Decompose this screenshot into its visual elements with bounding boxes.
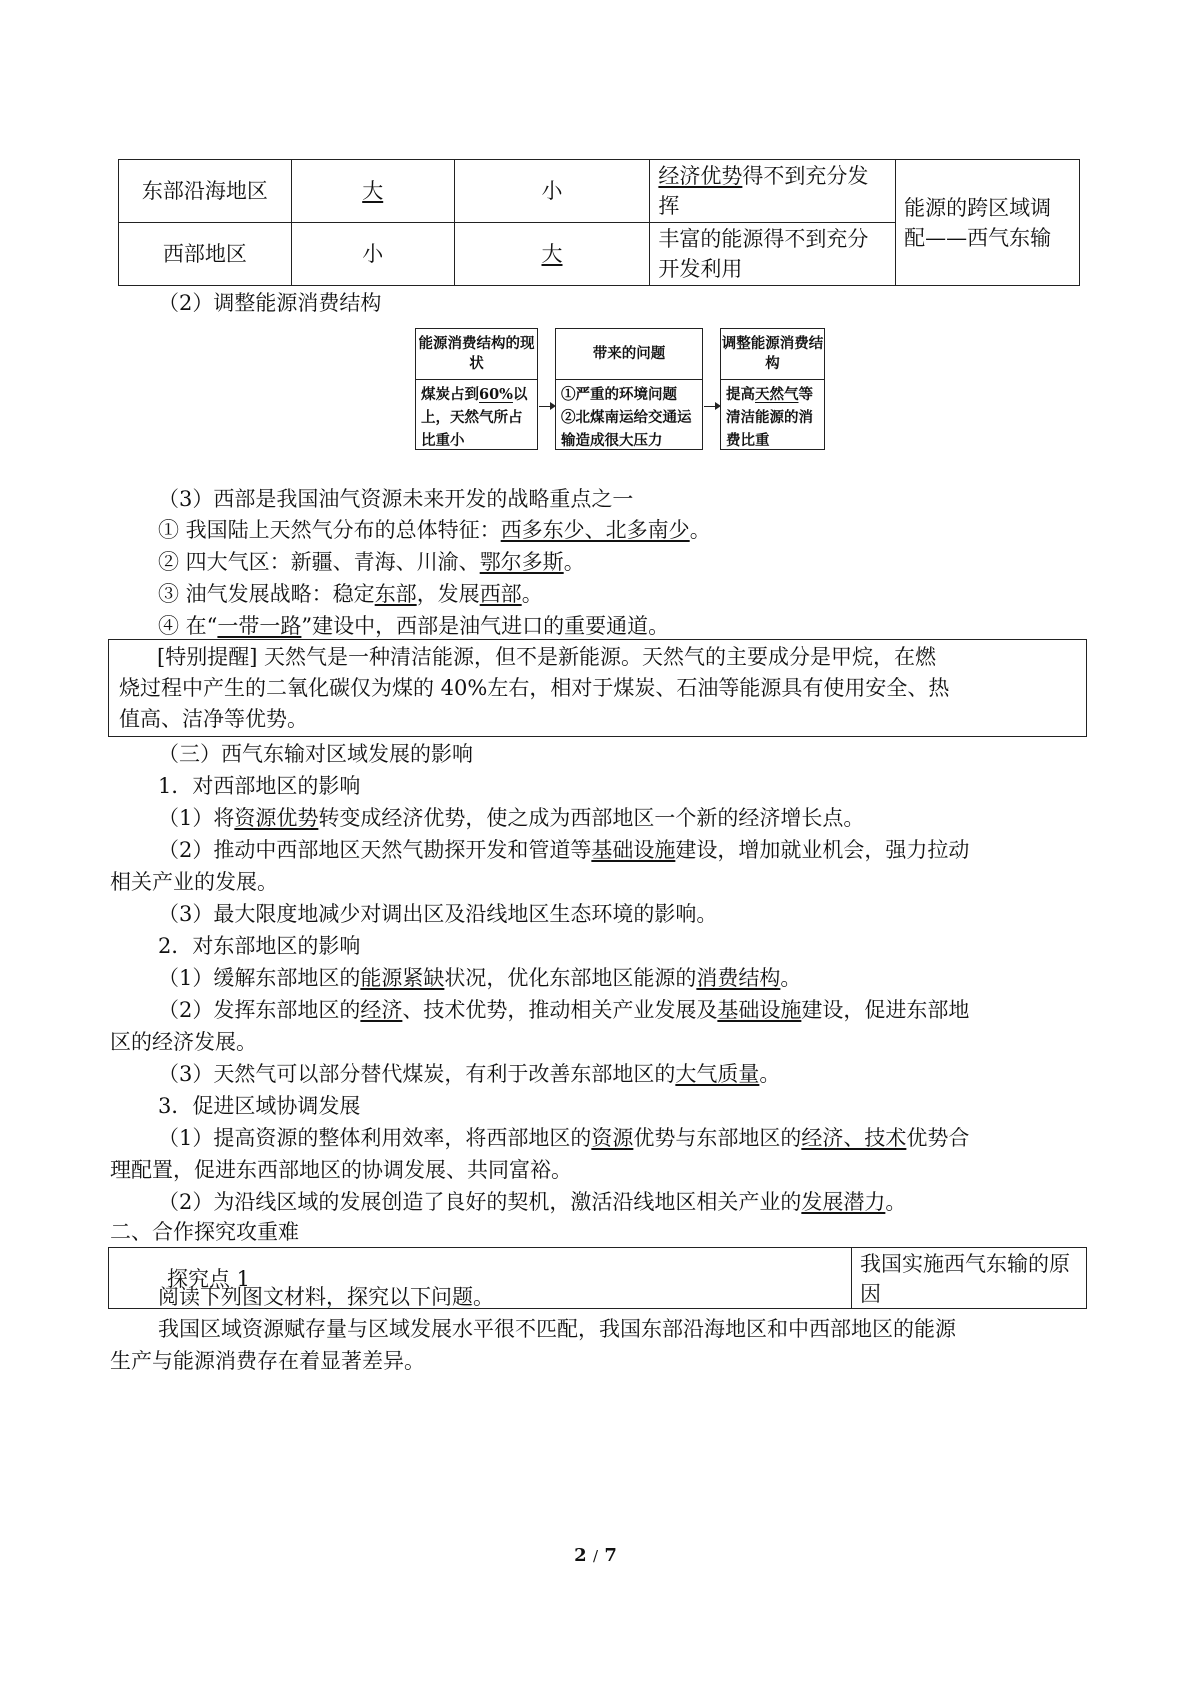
paragraph: （1）提高资源的整体利用效率，将西部地区的资源优势与东部地区的经济、技术优势合 (158, 1126, 970, 1150)
list-item: ④ 在“一带一路”建设中，西部是油气进口的重要通道。 (158, 614, 670, 638)
problem-cell: 经济优势得不到充分发挥 (650, 160, 896, 223)
paragraph: （2）为沿线区域的发展创造了良好的契机，激活沿线地区相关产业的发展潜力。 (158, 1190, 907, 1214)
region-cell: 西部地区 (119, 223, 292, 286)
section-heading: （3）西部是我国油气资源未来开发的战略重点之一 (158, 487, 634, 511)
subsection-heading: 1．对西部地区的影响 (158, 774, 361, 798)
part-heading: 二、合作探究攻重难 (110, 1220, 299, 1244)
paragraph-continued: 理配置，促进东西部地区的协调发展、共同富裕。 (110, 1158, 572, 1182)
section-heading: （2）调整能源消费结构 (158, 291, 382, 315)
problem-cell: 丰富的能源得不到充分开发利用 (650, 223, 896, 286)
arrow-icon (539, 406, 554, 407)
flow-box-adjustment: 调整能源消费结构 提高天然气等清洁能源的消费比重 (720, 328, 825, 450)
flow-box-status: 能源消费结构的现状 煤炭占到60%以上，天然气所占比重小 (415, 328, 538, 450)
special-note-box: [特别提醒] 天然气是一种清洁能源，但不是新能源。天然气的主要成分是甲烷，在燃 烧过程中产生的二氧化碳仅为煤的 40%左右，相对于煤炭、石油等能源具有使用安全、热 值高、洁净等优势。 (108, 639, 1087, 737)
arrow-icon (704, 406, 719, 407)
paragraph: （1）缓解东部地区的能源紧缺状况，优化东部地区能源的消费结构。 (158, 966, 802, 990)
paragraph: （2）发挥东部地区的经济、技术优势，推动相关产业发展及基础设施建设，促进东部地 (158, 998, 970, 1022)
paragraph: 我国区域资源赋存量与区域发展水平很不匹配，我国东部沿海地区和中西部地区的能源 (158, 1317, 956, 1341)
list-item: ① 我国陆上天然气分布的总体特征：西多东少、北多南少。 (158, 518, 711, 542)
paragraph: 阅读下列图文材料，探究以下问题。 (158, 1285, 494, 1309)
subsection-heading: 2．对东部地区的影响 (158, 934, 361, 958)
probe-topic: 我国实施西气东输的原因 (852, 1248, 1087, 1309)
section-heading: （三）西气东输对区域发展的影响 (158, 742, 473, 766)
consumption-value: 大 (541, 242, 563, 266)
production-value: 大 (362, 179, 384, 203)
solution-cell: 能源的跨区域调配——西气东输 (896, 160, 1080, 286)
subsection-heading: 3．促进区域协调发展 (158, 1094, 361, 1118)
consumption-value: 小 (454, 160, 650, 223)
probe-label: 探究点 1 (109, 1248, 852, 1309)
list-item: ③ 油气发展战略：稳定东部，发展西部。 (158, 582, 543, 606)
paragraph-continued: 相关产业的发展。 (110, 870, 278, 894)
region-cell: 东部沿海地区 (119, 160, 292, 223)
energy-structure-flowchart (415, 328, 835, 452)
production-value: 小 (291, 223, 454, 286)
page-number: 2 / 7 (574, 1545, 617, 1566)
paragraph-continued: 生产与能源消费存在着显著差异。 (110, 1349, 425, 1373)
table-row (119, 160, 1080, 223)
energy-comparison-table (118, 159, 1080, 286)
paragraph-continued: 区的经济发展。 (110, 1030, 257, 1054)
paragraph: （1）将资源优势转变成经济优势，使之成为西部地区一个新的经济增长点。 (158, 806, 865, 830)
paragraph: （3）最大限度地减少对调出区及沿线地区生态环境的影响。 (158, 902, 718, 926)
list-item: ② 四大气区：新疆、青海、川渝、鄂尔多斯。 (158, 550, 585, 574)
flow-box-problems: 带来的问题 ①严重的环境问题 ②北煤南运给交通运输造成很大压力 (555, 328, 703, 450)
paragraph: （2）推动中西部地区天然气勘探开发和管道等基础设施建设，增加就业机会，强力拉动 (158, 838, 970, 862)
paragraph: （3）天然气可以部分替代煤炭，有利于改善东部地区的大气质量。 (158, 1062, 781, 1086)
